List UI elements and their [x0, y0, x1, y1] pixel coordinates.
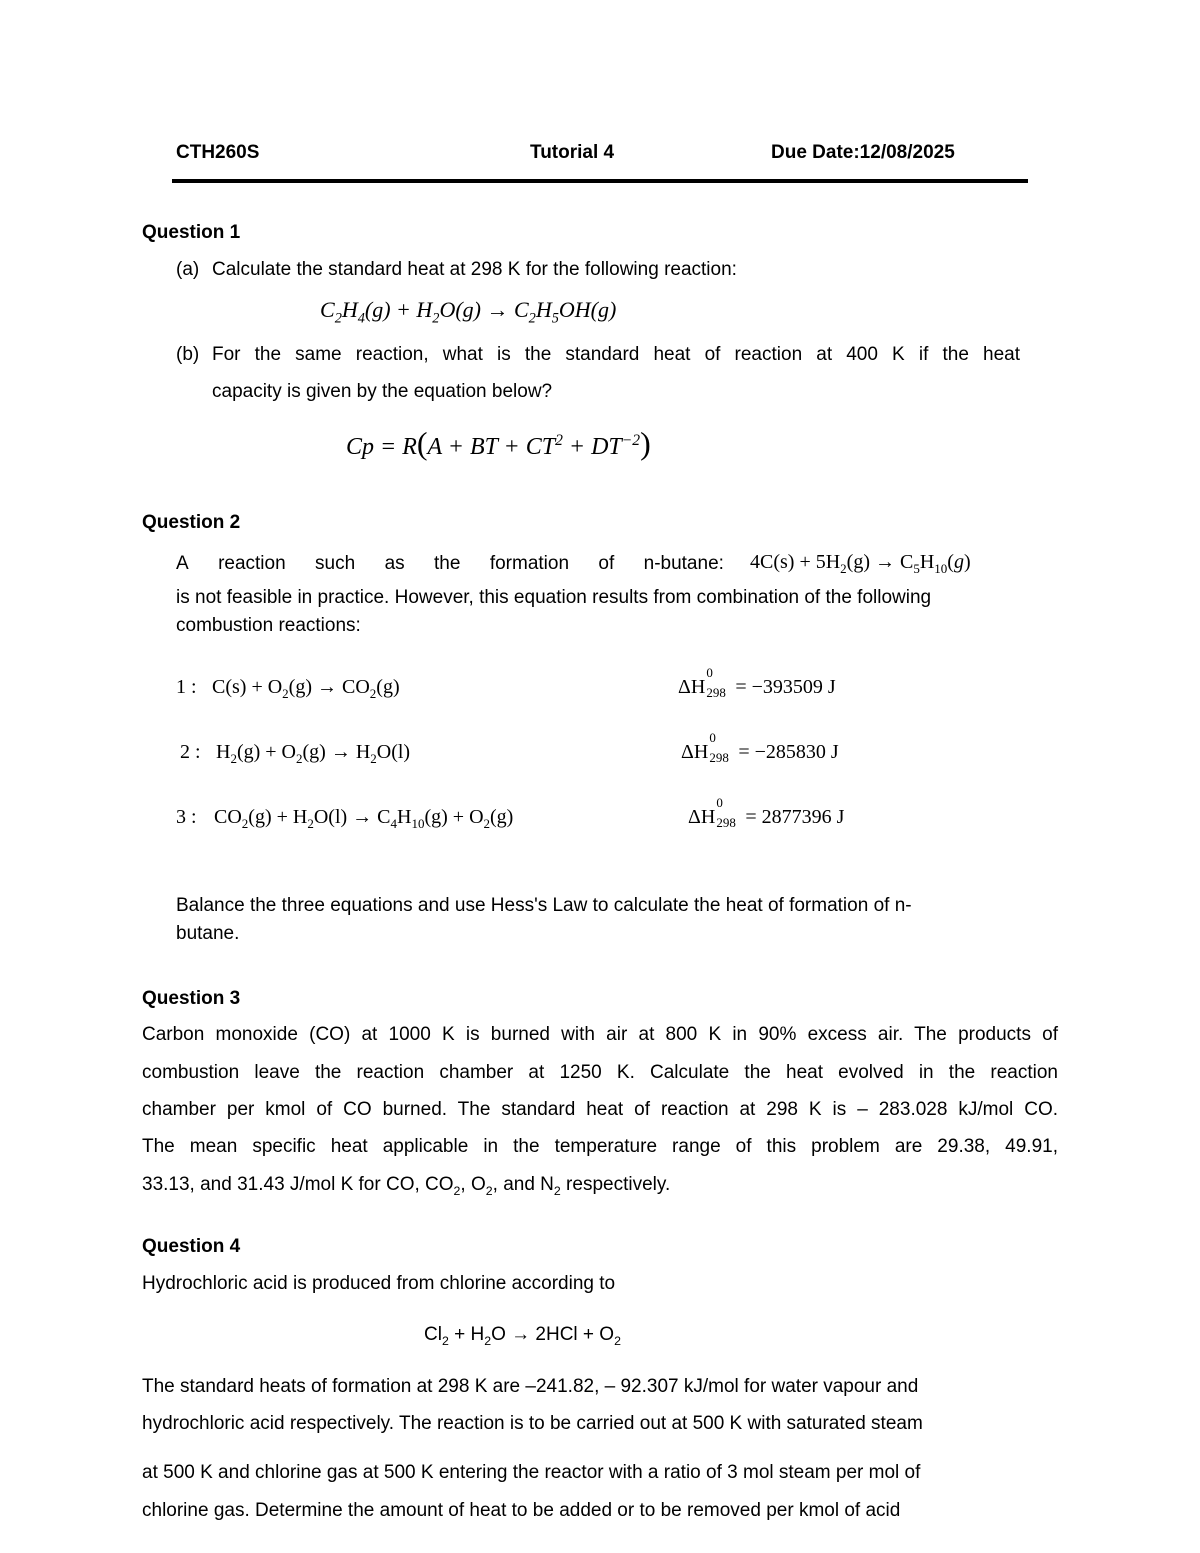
- q3-last-line: 33.13, and 31.43 J/mol K for CO, $CO_2$, $O_2$, and $N_2$ respectively.: [142, 1174, 671, 1198]
- q3-line: chamber per kmol of CO burned. The standard heat of reaction at 298 K is – 283.028 kJ/mol CO.: [142, 1099, 1058, 1120]
- eq1-reaction: $C(s) + O_2(g) \to CO_2(g)$: [212, 676, 400, 701]
- q1-b-line2: capacity is given by the equation below?: [212, 381, 553, 402]
- question-2-title: Question 2: [142, 512, 241, 533]
- heat-capacity-equation: Cp = R(A + BT + $CT^2 + DT^{-2}$): [346, 425, 651, 461]
- question-4-title: Question 4: [142, 1236, 241, 1257]
- q1-a-text: Calculate the standard heat at 298 K for the following reaction:: [212, 259, 737, 280]
- q3-last-line-d: respectively.: [560, 1174, 671, 1195]
- q3-last-line-c: , and N: [492, 1174, 554, 1195]
- q2-intro-word: such: [315, 553, 356, 574]
- eq3-dh-value: = 2877396 J: [745, 806, 845, 828]
- q3-line: Carbon monoxide (CO) at 1000 K is burned with air at 800 K in 90% excess air. The products of: [142, 1024, 1058, 1045]
- q3-line: combustion leave the reaction chamber at 1250 K. Calculate the heat evolved in the reaction: [142, 1062, 1058, 1083]
- header-rule: [172, 179, 1028, 183]
- q4-line: hydrochloric acid respectively. The reaction is to be carried out at 500 K with saturated steam: [142, 1413, 923, 1434]
- q2-line2: is not feasible in practice. However, this equation results from combination of the following: [176, 587, 932, 608]
- q1-b-label: (b): [176, 344, 200, 365]
- q4-line: The standard heats of formation at 298 K are –241.82, – 92.307 kJ/mol for water vapour and: [142, 1376, 919, 1397]
- n-butane-formation-equation: $4C(s) + 5H_2(g) \to C_5H_{10}(g)$: [750, 551, 971, 576]
- eq2-reaction: $H_2(g) + O_2(g) \to H_2O(l)$: [216, 741, 411, 766]
- eq1-label: 1 :: [176, 676, 197, 698]
- q1-b-line1: For the same reaction, what is the standard heat of reaction at 400 K if the heat: [212, 344, 1020, 365]
- q2-closing-line2: butane.: [176, 923, 240, 944]
- q3-line: The mean specific heat applicable in the temperature range of this problem are 29.38, 49.91,: [142, 1136, 1058, 1157]
- q2-intro-word: A: [176, 553, 189, 574]
- eq2-enthalpy: ΔH 0 298 = −285830 J: [681, 730, 839, 765]
- due-date: Due Date:12/08/2025: [771, 142, 955, 163]
- q1-a-label: (a): [176, 259, 200, 280]
- eq1-enthalpy: ΔH 0 298 = −393509 J: [678, 665, 836, 700]
- course-code: CTH260S: [176, 142, 260, 163]
- question-3-title: Question 3: [142, 988, 241, 1009]
- q2-intro-word: formation: [489, 553, 570, 574]
- eq3-enthalpy: ΔH 0 298 = 2877396 J: [688, 795, 845, 830]
- q3-last-line-a: 33.13, and 31.43 J/mol K for CO, CO: [142, 1174, 454, 1195]
- q2-closing-line1: Balance the three equations and use Hess's Law to calculate the heat of formation of n-: [176, 895, 912, 916]
- q3-last-line-b: , O: [460, 1174, 486, 1195]
- eq3-label: 3 :: [176, 806, 197, 828]
- q2-intro-word: as: [384, 553, 405, 574]
- q4-line1: Hydrochloric acid is produced from chlorine according to: [142, 1273, 616, 1294]
- q2-intro-word: the: [434, 553, 461, 574]
- q1-reaction-equation: $C_2H_4(g) + H_2O(g) \to C_2H_5OH(g)$: [320, 297, 617, 327]
- eq3-reaction: $CO_2(g) + H_2O(l) \to C_4H_{10}(g) + O_2(g)$: [214, 806, 514, 831]
- q4-line: at 500 K and chlorine gas at 500 K entering the reactor with a ratio of 3 mol steam per mol of: [142, 1462, 921, 1483]
- tutorial-number: Tutorial 4: [530, 142, 615, 163]
- eq1-dh-value: = −393509 J: [735, 676, 836, 698]
- q4-reaction-equation: $Cl_2 + H_2O \to 2HCl + O_2$: [424, 1324, 621, 1348]
- q2-intro-line: [176, 553, 724, 575]
- eq2-label: 2 :: [180, 741, 201, 763]
- q2-line3: combustion reactions:: [176, 615, 361, 636]
- q4-line: chlorine gas. Determine the amount of heat to be added or to be removed per kmol of acid: [142, 1500, 901, 1521]
- q2-intro-word: of: [598, 553, 615, 574]
- q2-intro-word: n-butane:: [643, 553, 724, 574]
- q2-intro-word: reaction: [218, 553, 286, 574]
- eq2-dh-value: = −285830 J: [738, 741, 839, 763]
- question-1-title: Question 1: [142, 222, 241, 243]
